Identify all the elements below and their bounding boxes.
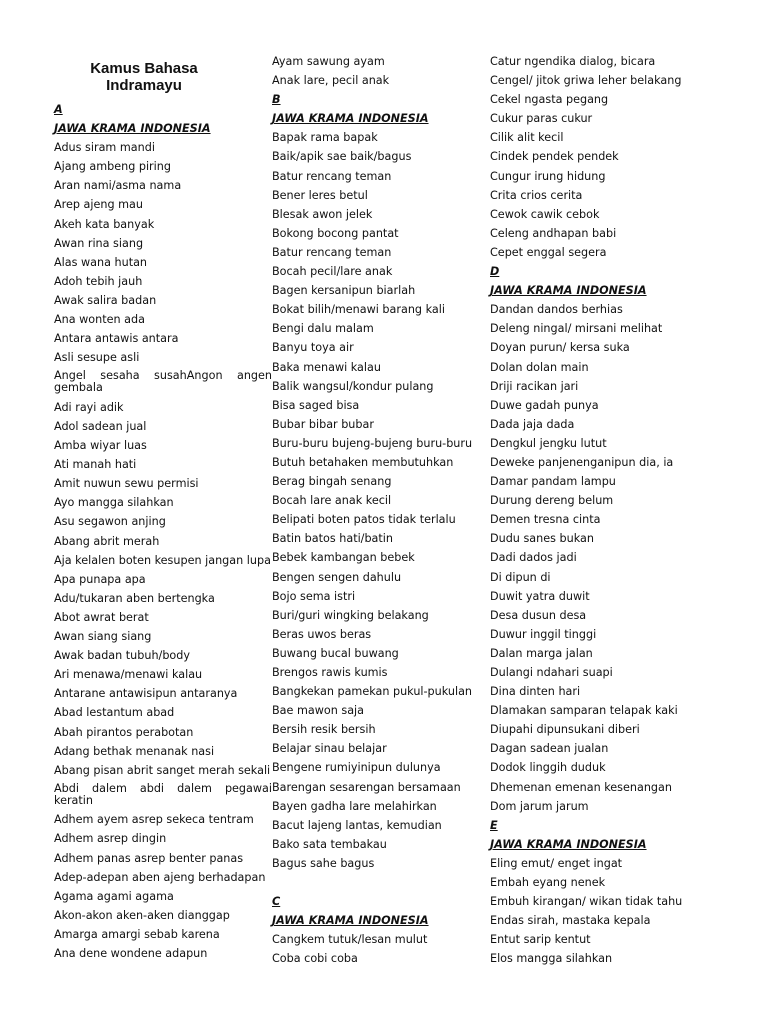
dictionary-entry: Ana dene wondene adapun [54, 947, 208, 961]
dictionary-entry: Bagus sahe bagus [272, 856, 375, 870]
dictionary-entry: Bae mawon saja [272, 704, 365, 718]
dictionary-entry: Ayo mangga silahkan [54, 496, 174, 510]
dictionary-entry: Doyan purun/ kersa suka [490, 341, 630, 355]
dictionary-entry: Dhemenan emenan kesenangan [490, 780, 672, 794]
dictionary-entry: Adol sadean jual [54, 420, 147, 433]
dictionary-entry: Bebek kambangan bebek [272, 551, 415, 565]
dictionary-entry: Deweke panjenenganipun dia, ia [490, 455, 674, 469]
dictionary-entry: Butuh betahaken membutuhkan [272, 455, 454, 469]
dictionary-entry: Deleng ningal/ mirsani melihat [490, 322, 663, 336]
dictionary-entry: Adhem panas asrep benter panas [54, 851, 244, 865]
dictionary-entry: Abot awrat berat [54, 610, 149, 624]
section-header: JAWA KRAMA INDONESIA [490, 284, 647, 298]
dictionary-entry: Adi rayi adik [54, 400, 124, 414]
dictionary-entry: Apa punapa apa [54, 572, 146, 586]
dictionary-entry: Di dipun di [490, 570, 551, 584]
dictionary-entry: Awan siang siang [54, 630, 152, 644]
dictionary-entry: Cengel/ jitok griwa leher belakang [490, 74, 682, 88]
dictionary-entry: Abdi dalem abdi dalem pegawai keratin [54, 781, 272, 807]
dictionary-entry: Asu segawon anjing [54, 515, 166, 529]
dictionary-entry: Crita crios cerita [490, 188, 583, 202]
dictionary-entry: Duwit yatra duwit [490, 589, 590, 603]
dictionary-entry: Durung dereng belum [490, 494, 614, 508]
dictionary-entry: Balik wangsul/kondur pulang [272, 379, 434, 393]
dictionary-entry: Bener leres betul [272, 188, 368, 202]
dictionary-entry: Duwur inggil tinggi [490, 627, 597, 641]
dictionary-entry: Banyu toya air [272, 341, 354, 355]
dictionary-entry: Adep-adepan aben ajeng berhadapan [54, 870, 266, 884]
dictionary-entry: Dengkul jengku lutut [490, 436, 607, 450]
dictionary-entry: Embuh kirangan/ wikan tidak tahu [490, 895, 683, 909]
dictionary-entry: Baka menawi kalau [272, 360, 381, 374]
dictionary-entry: Awan rina siang [54, 236, 144, 250]
dictionary-entry: Bangkekan pamekan pukul-pukulan [272, 685, 473, 699]
dictionary-entry: Bokong bocong pantat [272, 226, 399, 240]
dictionary-entry: Bocah pecil/lare anak [272, 265, 393, 279]
dictionary-entry: Cungur irung hidung [490, 169, 606, 183]
section-header: JAWA KRAMA INDONESIA [272, 914, 429, 928]
dictionary-entry: Dulangi ndahari suapi [490, 666, 613, 679]
dictionary-entry: Bacut lajeng lantas, kemudian [272, 818, 442, 832]
dictionary-entry: Adus siram mandi [54, 141, 155, 155]
dictionary-entry: Bengene rumiyinipun dulunya [272, 761, 441, 775]
dictionary-entry: Dolan dolan main [490, 360, 589, 374]
dictionary-entry: Ajang ambeng piring [54, 160, 171, 174]
section-header: JAWA KRAMA INDONESIA [54, 122, 211, 136]
dictionary-entry: Dina dinten hari [490, 685, 581, 699]
dictionary-entry: Brengos rawis kumis [272, 666, 388, 679]
dictionary-entry: Abang abrit merah [54, 534, 160, 548]
dictionary-entry: Cekel ngasta pegang [490, 93, 609, 107]
dictionary-entry: Cilik alit kecil [490, 131, 564, 145]
dictionary-entry: Cewok cawik cebok [490, 207, 600, 221]
dictionary-entry: Dadi dados jadi [490, 551, 577, 565]
dictionary-entry: Blesak awon jelek [272, 207, 373, 221]
dictionary-entry: Bengi dalu malam [272, 322, 374, 336]
dictionary-entry: Eling emut/ enget ingat [490, 856, 623, 870]
dictionary-entry: Endas sirah, mastaka kepala [490, 914, 651, 928]
dictionary-entry: Duwe gadah punya [490, 398, 599, 412]
dictionary-entry: Antarane antawisipun antaranya [54, 687, 238, 701]
column-3 [490, 52, 715, 969]
dictionary-entry: Ana wonten ada [54, 313, 145, 327]
dictionary-entry: Driji racikan jari [490, 379, 579, 393]
dictionary-entry: Dudu sanes bukan [490, 532, 594, 546]
section-header: A [54, 103, 63, 116]
dictionary-entry: Desa dusun desa [490, 608, 587, 622]
dictionary-entry: Buwang bucal buwang [272, 646, 399, 660]
dictionary-entry: Bagen kersanipun biarlah [272, 284, 416, 298]
dictionary-entry: Dada jaja dada [490, 417, 575, 431]
dictionary-entry: Bayen gadha lare melahirkan [272, 799, 437, 813]
dictionary-entry: Cindek pendek pendek [490, 150, 619, 164]
column-2 [272, 52, 476, 968]
dictionary-entry: Elos mangga silahkan [490, 952, 613, 966]
dictionary-entry: Anak lare, pecil anak [272, 74, 390, 88]
dictionary-entry: Amba wiyar luas [54, 439, 147, 453]
dictionary-entry: Belipati boten patos tidak terlalu [272, 513, 456, 527]
dictionary-entry: Berag bingah senang [272, 475, 392, 489]
dictionary-entry: Abah pirantos perabotan [54, 725, 194, 739]
dictionary-entry: Adang bethak menanak nasi [54, 744, 215, 758]
spacer [272, 873, 476, 892]
section-header: E [490, 818, 498, 832]
dictionary-entry: Angel sesaha susahAngon angen gembala [54, 369, 272, 395]
dictionary-entry: Catur ngendika dialog, bicara [490, 55, 656, 68]
dictionary-entry: Ati manah hati [54, 458, 137, 472]
dictionary-entry: Diupahi dipunsukani diberi [490, 723, 640, 737]
section-header: D [490, 265, 500, 279]
dictionary-entry: Bersih resik bersih [272, 723, 376, 737]
dictionary-entry: Aran nami/asma nama [54, 179, 182, 193]
dictionary-entry: Bengen sengen dahulu [272, 570, 402, 584]
dictionary-entry: Dalan marga jalan [490, 646, 593, 660]
dictionary-entry: Abang pisan abrit sanget merah sekali [54, 763, 271, 777]
dictionary-entry: Buru-buru bujeng-bujeng buru-buru [272, 436, 473, 450]
dictionary-entry: Batur rencang teman [272, 245, 392, 259]
dictionary-entry: Baik/apik sae baik/bagus [272, 150, 412, 164]
dictionary-entry: Entut sarip kentut [490, 933, 591, 947]
dictionary-entry: Demen tresna cinta [490, 513, 601, 527]
dictionary-entry: Beras uwos beras [272, 627, 372, 641]
dictionary-entry: Celeng andhapan babi [490, 226, 617, 240]
dictionary-entry: Akeh kata banyak [54, 217, 155, 231]
dictionary-entry: Antara antawis antara [54, 332, 179, 346]
dictionary-entry: Bako sata tembakau [272, 837, 387, 851]
page-title: Kamus Bahasa Indramayu [90, 60, 198, 94]
section-header: B [272, 93, 281, 107]
dictionary-entry: Akon-akon aken-aken dianggap [54, 908, 230, 922]
dictionary-entry: Belajar sinau belajar [272, 742, 387, 756]
dictionary-entry: Dlamakan samparan telapak kaki [490, 704, 678, 718]
dictionary-entry: Cukur paras cukur [490, 112, 593, 126]
section-header: JAWA KRAMA INDONESIA [272, 112, 429, 126]
dictionary-entry: Adoh tebih jauh [54, 274, 143, 288]
dictionary-entry: Amit nuwun sewu permisi [54, 477, 199, 491]
dictionary-entry: Cangkem tutuk/lesan mulut [272, 933, 428, 947]
column-1 [54, 52, 272, 963]
section-header: C [272, 895, 281, 909]
dictionary-entry: Damar pandam lampu [490, 475, 616, 489]
dictionary-entry: Alas wana hutan [54, 255, 148, 269]
dictionary-entry: Amarga amargi sebab karena [54, 927, 220, 941]
dictionary-entry: Barengan sesarengan bersamaan [272, 780, 461, 794]
dictionary-entry: Ayam sawung ayam [272, 55, 385, 68]
dictionary-entry: Batur rencang teman [272, 169, 392, 183]
dictionary-entry: Asli sesupe asli [54, 351, 140, 365]
dictionary-entry: Abad lestantum abad [54, 706, 175, 720]
dictionary-entry: Coba cobi coba [272, 952, 358, 966]
dictionary-entry: Aja kelalen boten kesupen jangan lupa [54, 553, 271, 567]
dictionary-entry: Dodok linggih duduk [490, 761, 606, 775]
dictionary-entry: Arep ajeng mau [54, 198, 143, 212]
dictionary-entry: Awak badan tubuh/body [54, 649, 190, 663]
dictionary-entry: Bokat bilih/menawi barang kali [272, 303, 445, 317]
dictionary-entry: Adhem ayem asrep sekeca tentram [54, 813, 254, 827]
dictionary-entry: Dom jarum jarum [490, 799, 589, 813]
dictionary-entry: Agama agami agama [54, 889, 174, 903]
dictionary-entry: Adhem asrep dingin [54, 832, 167, 846]
dictionary-entry: Bubar bibar bubar [272, 417, 374, 431]
dictionary-entry: Bojo sema istri [272, 589, 356, 603]
dictionary-entry: Bocah lare anak kecil [272, 494, 392, 508]
dictionary-entry: Dandan dandos berhias [490, 303, 623, 317]
dictionary-entry: Embah eyang nenek [490, 876, 606, 890]
dictionary-entry: Batin batos hati/batin [272, 532, 393, 546]
dictionary-entry: Awak salira badan [54, 293, 157, 307]
dictionary-entry: Ari menawa/menawi kalau [54, 668, 203, 682]
dictionary-entry: Bisa saged bisa [272, 398, 360, 412]
dictionary-entry: Adu/tukaran aben bertengka [54, 591, 215, 605]
dictionary-entry: Buri/guri wingking belakang [272, 608, 429, 622]
section-header: JAWA KRAMA INDONESIA [490, 837, 647, 851]
dictionary-entry: Dagan sadean jualan [490, 742, 609, 756]
dictionary-entry: Cepet enggal segera [490, 245, 607, 259]
dictionary-entry: Bapak rama bapak [272, 131, 378, 145]
